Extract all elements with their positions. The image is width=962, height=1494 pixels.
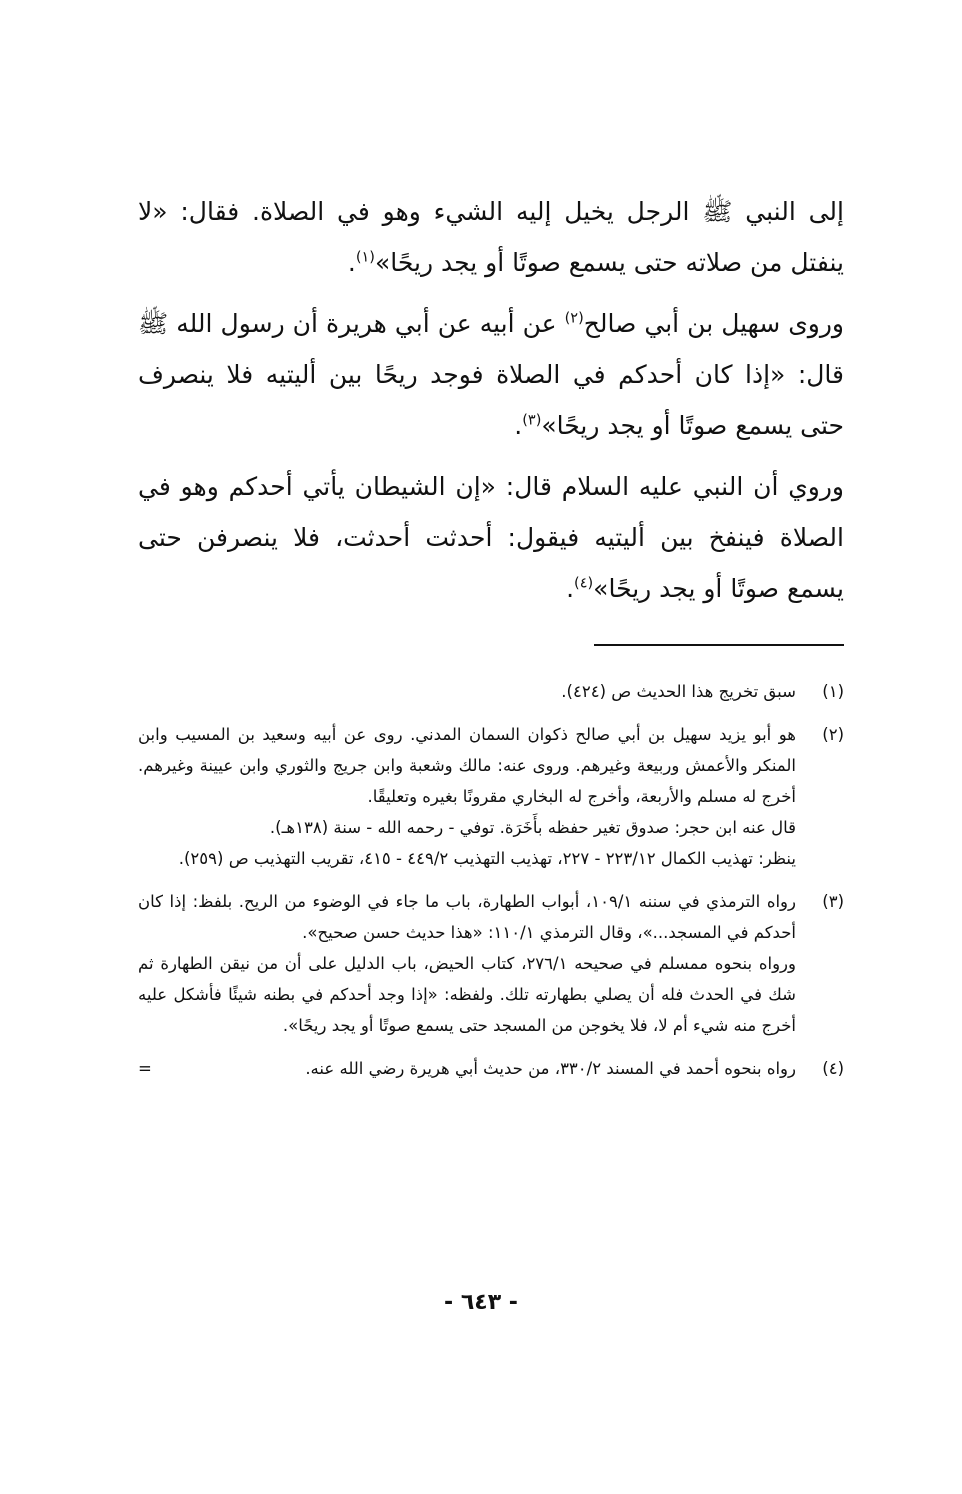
footnote-text: ورواه بنحوه ممسلم في صحيحه ٢٧٦/١، كتاب الحيض، باب الدليل على أن من نيقن الطهارة ثم شك في الحدث فله أن يصلي بطهارته تلك. ولفظه: «إذا وجد أحدكم في بطنه شيئًا فأشكل عليه أخرج منه شيء أم لا، فلا يخوجن من المسجد حتى يسمع صوتًا أو يجد ريحًا». [138, 954, 796, 1035]
footnote-text: هو أبو يزيد سهيل بن أبي صالح ذكوان السمان المدني. روى عن أبيه وسعيد بن المسيب وابن المنكر والأعمش وربيعة وغيرهم. وروى عنه: مالك وشعبة وابن جريج والثوري وابن عيينة وغيرهم. أخرج له مسلم والأربعة، وأخرج له البخاري مقرونًا بغيره وتعليقًا. [138, 725, 796, 806]
footnote-number: (٣) [822, 892, 844, 911]
footnote-1 [138, 676, 844, 707]
paragraph-text: إلى النبي ﷺ الرجل يخيل إليه الشيء وهو في الصلاة. فقال: «لا ينفتل من صلاته حتى يسمع صوتًا أو يجد ريحًا» [138, 197, 844, 277]
footnote-number: (٢) [822, 725, 844, 744]
footnote-text: رواه الترمذي في سننه ١٠٩/١، أبواب الطهارة، باب ما جاء في الوضوء من الريح. بلفظ: إذا كان أحدكم في المسجد...»، وقال الترمذي ١١٠/١: «هذا حديث حسن صحيح». [138, 892, 796, 942]
footnote-4 [138, 1053, 844, 1084]
footnote-ref[interactable]: (١) [355, 249, 375, 266]
paragraph-end: . [347, 248, 356, 277]
page-content [138, 186, 844, 1096]
paragraph-text: وروى سهيل بن أبي صالح [583, 309, 844, 338]
footnote-text: سبق تخريج هذا الحديث ص (٤٢٤). [561, 682, 796, 701]
body-paragraph-2 [138, 298, 844, 451]
footnote-number: (٤) [822, 1059, 844, 1078]
paragraph-end: . [566, 574, 575, 603]
footnote-number: (١) [822, 682, 844, 701]
footnote-3 [138, 886, 844, 1041]
footnote-ref[interactable]: (٤) [574, 575, 594, 592]
paragraph-text: عن أبيه عن أبي هريرة أن رسول الله ﷺ قال: «إذا كان أحدكم في الصلاة فوجد ريحًا بين أليتيه فلا ينصرف حتى يسمع صوتًا أو يجد ريحًا» [138, 309, 844, 440]
footnote-text: ينظر: تهذيب الكمال ٢٢٣/١٢ - ٢٢٧، تهذيب التهذيب ٤٤٩/٢ - ٤١٥، تقريب التهذيب ص (٢٥٩). [178, 849, 796, 868]
paragraph-end: . [514, 411, 523, 440]
footnote-ref[interactable]: (٢) [564, 310, 584, 327]
body-paragraph-3 [138, 461, 844, 614]
footnote-text: قال عنه ابن حجر: صدوق تغير حفظه بأَخَرَة. توفي - رحمه الله - سنة (١٣٨هـ). [269, 818, 796, 837]
footnote-body [138, 1053, 796, 1084]
paragraph-text: وروي أن النبي عليه السلام قال: «إن الشيطان يأتي أحدكم وهو في الصلاة فينفخ بين أليتيه فيقول: أحدثت أحدثت، فلا ينصرفن حتى يسمع صوتًا أو يجد ريحًا» [138, 472, 844, 603]
footnote-body [138, 886, 796, 1041]
footnote-ref[interactable]: (٣) [522, 412, 542, 429]
footnote-text: رواه بنحوه أحمد في المسند ٣٣٠/٢، من حديث أبي هريرة رضي الله عنه. [305, 1059, 796, 1078]
footnote-body [138, 719, 796, 874]
footnote-body [138, 676, 796, 707]
body-paragraph-1 [138, 186, 844, 288]
page-number: - ٦٤٣ - [444, 1290, 518, 1315]
continued-mark: = [138, 1059, 152, 1078]
footnote-separator [138, 644, 844, 646]
footnote-2 [138, 719, 844, 874]
